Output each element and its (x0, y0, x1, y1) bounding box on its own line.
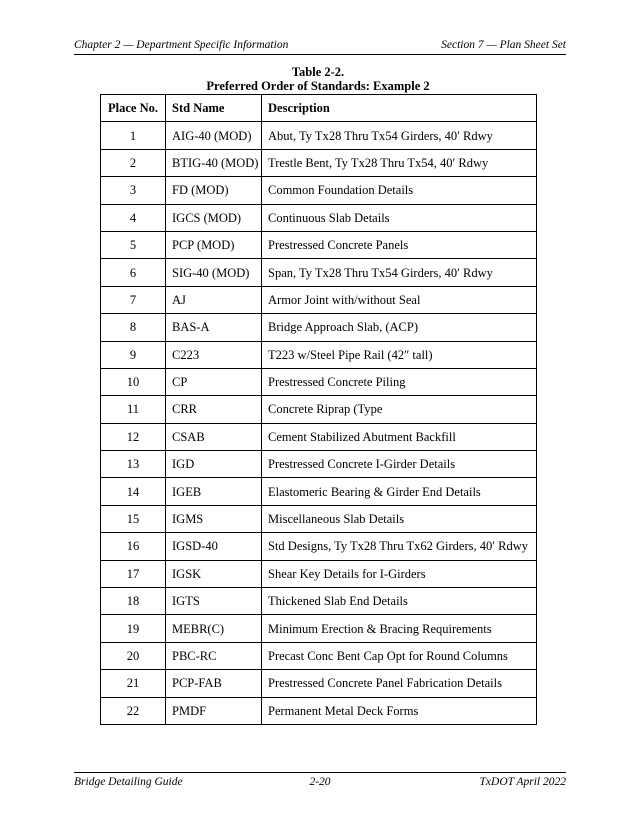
page-footer (74, 772, 566, 793)
table-row (101, 259, 537, 286)
table-row (101, 122, 537, 149)
cell-description: Bridge Approach Slab, (ACP) (262, 314, 537, 341)
cell-place-no: 20 (101, 642, 166, 669)
cell-place-no: 22 (101, 697, 166, 724)
cell-description: Permanent Metal Deck Forms (262, 697, 537, 724)
cell-std-name: FD (MOD) (166, 177, 262, 204)
column-header-std-name: Std Name (166, 95, 262, 122)
cell-description: Prestressed Concrete I-Girder Details (262, 451, 537, 478)
cell-std-name: BTIG-40 (MOD) (166, 149, 262, 176)
cell-place-no: 21 (101, 670, 166, 697)
cell-description: Continuous Slab Details (262, 204, 537, 231)
cell-description: Concrete Riprap (Type (262, 396, 537, 423)
table-row (101, 149, 537, 176)
table-row (101, 642, 537, 669)
table-row (101, 314, 537, 341)
table-row (101, 286, 537, 313)
cell-description: Armor Joint with/without Seal (262, 286, 537, 313)
table-row (101, 396, 537, 423)
cell-description: Prestressed Concrete Panel Fabrication Details (262, 670, 537, 697)
cell-description: Precast Conc Bent Cap Opt for Round Columns (262, 642, 537, 669)
cell-std-name: CP (166, 368, 262, 395)
cell-std-name: IGEB (166, 478, 262, 505)
cell-place-no: 15 (101, 505, 166, 532)
cell-std-name: IGCS (MOD) (166, 204, 262, 231)
cell-place-no: 13 (101, 451, 166, 478)
cell-std-name: CRR (166, 396, 262, 423)
cell-description: Shear Key Details for I-Girders (262, 560, 537, 587)
cell-description: Elastomeric Bearing & Girder End Details (262, 478, 537, 505)
footer-guide-title: Bridge Detailing Guide (74, 776, 183, 788)
cell-std-name: SIG-40 (MOD) (166, 259, 262, 286)
cell-place-no: 6 (101, 259, 166, 286)
table-body (101, 122, 537, 725)
cell-std-name: IGMS (166, 505, 262, 532)
cell-place-no: 10 (101, 368, 166, 395)
table-number: Table 2-2. (291, 65, 345, 79)
cell-description: Std Designs, Ty Tx28 Thru Tx62 Girders, 40′ Rdwy (262, 533, 537, 560)
cell-place-no: 8 (101, 314, 166, 341)
table-row (101, 533, 537, 560)
cell-place-no: 2 (101, 149, 166, 176)
table-title: Preferred Order of Standards: Example 2 (206, 79, 430, 93)
cell-description: Cement Stabilized Abutment Backfill (262, 423, 537, 450)
cell-description: Minimum Erection & Bracing Requirements (262, 615, 537, 642)
column-header-description: Description (262, 95, 537, 122)
cell-std-name: IGTS (166, 588, 262, 615)
cell-place-no: 7 (101, 286, 166, 313)
cell-description: Abut, Ty Tx28 Thru Tx54 Girders, 40′ Rdwy (262, 122, 537, 149)
cell-std-name: PCP (MOD) (166, 231, 262, 258)
cell-std-name: IGSK (166, 560, 262, 587)
table-row (101, 615, 537, 642)
table-row (101, 670, 537, 697)
cell-place-no: 18 (101, 588, 166, 615)
cell-description: Prestressed Concrete Panels (262, 231, 537, 258)
table-row (101, 423, 537, 450)
table-row (101, 505, 537, 532)
cell-std-name: IGD (166, 451, 262, 478)
page-header (74, 40, 566, 55)
cell-description: Thickened Slab End Details (262, 588, 537, 615)
cell-description: Span, Ty Tx28 Thru Tx54 Girders, 40′ Rdwy (262, 259, 537, 286)
cell-place-no: 16 (101, 533, 166, 560)
cell-place-no: 1 (101, 122, 166, 149)
cell-std-name: AJ (166, 286, 262, 313)
cell-description: Common Foundation Details (262, 177, 537, 204)
table-row (101, 697, 537, 724)
cell-description: Miscellaneous Slab Details (262, 505, 537, 532)
cell-place-no: 14 (101, 478, 166, 505)
table-row (101, 177, 537, 204)
cell-place-no: 19 (101, 615, 166, 642)
table-row (101, 588, 537, 615)
table-row (101, 451, 537, 478)
cell-place-no: 12 (101, 423, 166, 450)
header-chapter: Chapter 2 — Department Specific Information (74, 39, 289, 51)
cell-description: Prestressed Concrete Piling (262, 368, 537, 395)
table-header-row (101, 95, 537, 122)
table-row (101, 478, 537, 505)
column-header-place: Place No. (101, 95, 166, 122)
cell-std-name: IGSD-40 (166, 533, 262, 560)
table-row (101, 231, 537, 258)
cell-std-name: AIG-40 (MOD) (166, 122, 262, 149)
table-row (101, 560, 537, 587)
cell-std-name: PMDF (166, 697, 262, 724)
cell-std-name: BAS-A (166, 314, 262, 341)
table-row (101, 341, 537, 368)
footer-page-number: 2-20 (309, 776, 331, 788)
cell-std-name: C223 (166, 341, 262, 368)
cell-std-name: MEBR(C) (166, 615, 262, 642)
cell-std-name: CSAB (166, 423, 262, 450)
cell-place-no: 5 (101, 231, 166, 258)
cell-place-no: 4 (101, 204, 166, 231)
table-row (101, 204, 537, 231)
cell-place-no: 3 (101, 177, 166, 204)
cell-std-name: PBC-RC (166, 642, 262, 669)
footer-publisher-date: TxDOT April 2022 (479, 776, 566, 788)
cell-place-no: 9 (101, 341, 166, 368)
cell-place-no: 17 (101, 560, 166, 587)
cell-place-no: 11 (101, 396, 166, 423)
table-row (101, 368, 537, 395)
header-section: Section 7 — Plan Sheet Set (441, 39, 566, 51)
standards-table (100, 94, 537, 725)
cell-description: T223 w/Steel Pipe Rail (42″ tall) (262, 341, 537, 368)
cell-std-name: PCP-FAB (166, 670, 262, 697)
cell-description: Trestle Bent, Ty Tx28 Thru Tx54, 40′ Rdwy (262, 149, 537, 176)
